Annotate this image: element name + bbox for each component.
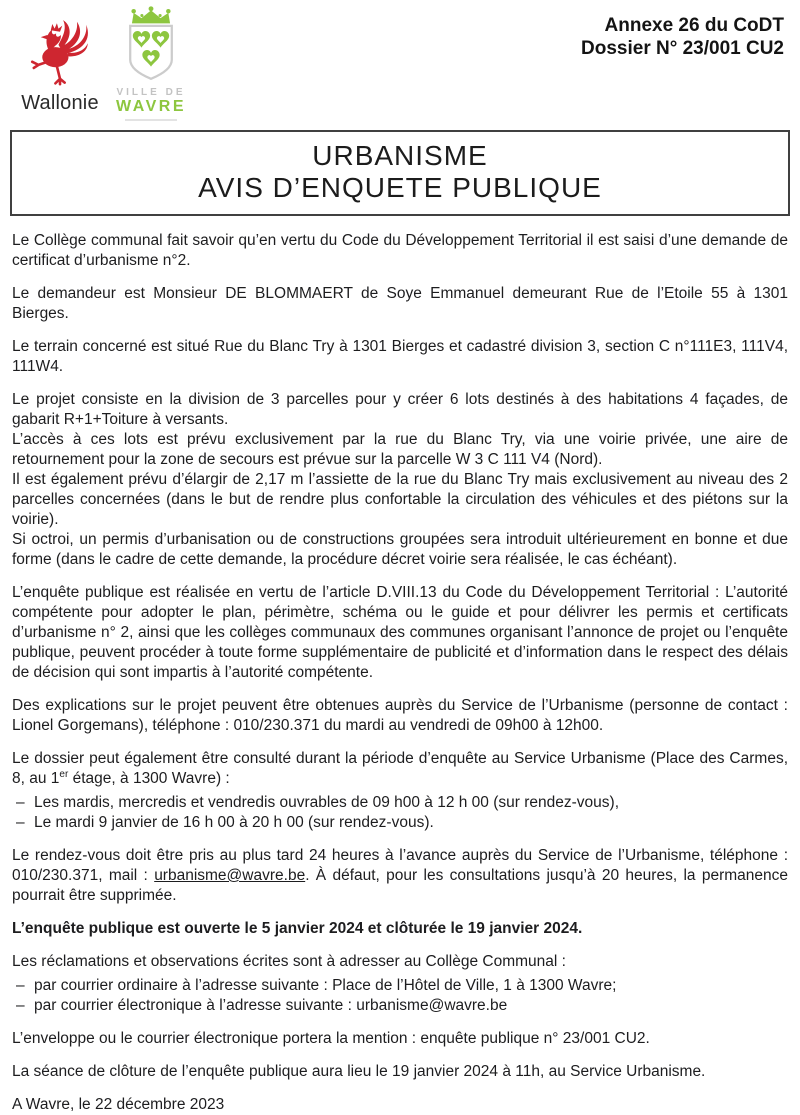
wavre-tagline-rule (125, 119, 177, 121)
title-urbanisme: URBANISME (312, 140, 488, 171)
list-item (12, 813, 788, 833)
annexe-reference: Annexe 26 du CoDT (604, 15, 784, 36)
date-location-line: A Wavre, le 22 décembre 2023 (12, 1096, 225, 1113)
schedule-evening: Le mardi 9 janvier de 16 h 00 à 20 h 00 (sur rendez-vous). (34, 814, 434, 831)
email-link[interactable]: urbanisme@wavre.be (154, 867, 306, 884)
title-box (10, 130, 790, 216)
wallonie-rooster-icon (21, 14, 99, 88)
paragraph-projet (12, 390, 788, 570)
paragraph-demandeur: Le demandeur est Monsieur DE BLOMMAERT de Soye Emmanuel demeurant Rue de l’Etoile 55 à 1301 Bierges. (12, 285, 788, 322)
bullet-dash: – (16, 814, 25, 831)
document-reference (581, 14, 784, 60)
ordinal-superscript: er (59, 768, 69, 780)
wavre-wordmark-top: VILLE DE (116, 87, 186, 98)
courrier-electronique: par courrier électronique à l’adresse suivante : urbanisme@wavre.be (34, 997, 508, 1014)
wavre-logo (113, 6, 189, 121)
paragraph-consultation-dossier (12, 749, 788, 789)
document-body (0, 216, 800, 1115)
projet-division: Le projet consiste en la division de 3 parcelles pour y créer 6 lots destinés à des habitations 4 façades, de gabarit R+1+Toiture à versants. (12, 391, 788, 428)
paragraph-article-codt: L’enquête publique est réalisée en vertu de l’article D.VIII.13 du Code du Développement Territorial : L’autorité compétente pour adopter le plan, périmètre, schéma ou le guide et pour délivrer les permis et certificats d’urbanisme n° 2, ainsi que les collèges communaux des communes organisant l’annonce de projet ou l’enquête publique, peuvent procéder à toute forme supplémentaire de publicité et d’information dans le respect des délais de décision qui sont impartis à l’autorité compétente. (12, 584, 788, 681)
rendezvous-text-before: Le rendez-vous doit être pris au plus tard 24 heures à l’avance auprès du Service de l’Urbanisme, téléphone : 010/230.371, mail : (12, 847, 788, 884)
paragraph-mention-enveloppe: L’enveloppe ou le courrier électronique portera la mention : enquête publique n° 23/001 CU2. (12, 1030, 650, 1047)
paragraph-rendez-vous (12, 846, 788, 906)
list-item (12, 793, 788, 813)
list-item (12, 996, 788, 1016)
paragraph-terrain: Le terrain concerné est situé Rue du Blanc Try à 1301 Bierges et cadastré division 3, section C n°111E3, 111V4, 111W4. (12, 338, 788, 375)
dossier-number: Dossier N° 23/001 CU2 (581, 38, 784, 59)
consultation-schedule-list (12, 793, 788, 833)
list-item (12, 976, 788, 996)
courrier-ordinaire: par courrier ordinaire à l’adresse suivante : Place de l’Hôtel de Ville, 1 à 1300 Wavre; (34, 977, 617, 994)
paragraph-reclamations: Les réclamations et observations écrites sont à adresser au Collège Communal : (12, 953, 566, 970)
paragraph-college-communal: Le Collège communal fait savoir qu’en vertu du Code du Développement Territorial il est saisi d’une demande de certificat d’urbanisme n°2. (12, 232, 788, 269)
bullet-dash: – (16, 977, 25, 994)
bullet-dash: – (16, 997, 25, 1014)
paragraph-seance-cloture: La séance de clôture de l’enquête publique aura lieu le 19 janvier 2024 à 11h, au Service Urbanisme. (12, 1063, 706, 1080)
projet-elargissement: Il est également prévu d’élargir de 2,17 m l’assiette de la rue du Blanc Try mais exclusivement au niveau des 2 parcelles concernées (dans le but de rendre plus confortable la circulation des véhicules et des piétons sur la voirie). (12, 471, 788, 528)
schedule-weekdays: Les mardis, mercredis et vendredis ouvrables de 09 h00 à 12 h 00 (sur rendez-vous), (34, 794, 619, 811)
consultation-text-after: étage, à 1300 Wavre) : (68, 770, 230, 787)
consultation-text-before: Le dossier peut également être consulté durant la période d’enquête au Service Urbanisme (Place des Carmes, 8, au 1 (12, 750, 788, 787)
paragraph-explications: Des explications sur le projet peuvent être obtenues auprès du Service de l’Urbanisme (personne de contact : Lionel Gorgemans), téléphone : 010/230.371 du mardi au vendredi de 09h00 à 12h00. (12, 697, 788, 734)
wallonie-logo (14, 14, 106, 115)
document-header (0, 0, 800, 130)
wallonie-wordmark: Wallonie (21, 92, 99, 114)
rendezvous-text-after: . À défaut, pour les consultations jusqu’à 20 heures, la permanence pourrait être supprimée. (12, 867, 788, 904)
projet-acces: L’accès à ces lots est prévu exclusivement par la rue du Blanc Try, via une voirie privée, une aire de retournement pour la zone de secours est prévue sur la parcelle W 3 C 111 V4 (Nord). (12, 431, 788, 468)
reclamations-list (12, 976, 788, 1016)
wavre-wordmark: WAVRE (116, 98, 186, 115)
projet-permis-futur: Si octroi, un permis d’urbanisation ou de constructions groupées sera introduit ultérieurement en bonne et due forme (dans le cadre de cette demande, la procédure décret voirie sera réalisée, le cas échéant). (12, 531, 788, 568)
wavre-shield-icon (120, 6, 182, 84)
paragraph-dates-enquete: L’enquête publique est ouverte le 5 janvier 2024 et clôturée le 19 janvier 2024. (12, 920, 583, 937)
title-avis-enquete: AVIS D’ENQUETE PUBLIQUE (198, 172, 602, 203)
bullet-dash: – (16, 794, 25, 811)
